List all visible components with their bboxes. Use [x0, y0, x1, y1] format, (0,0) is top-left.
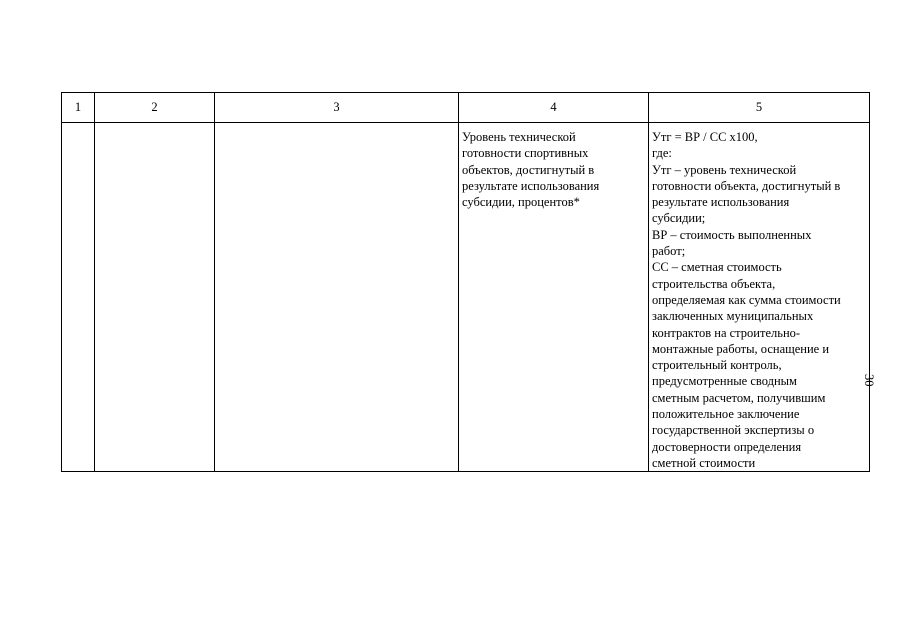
indicator-formula-line: результате использования [652, 195, 790, 210]
indicator-formula-line: Утг = ВР / СС х100, [652, 130, 758, 144]
indicator-name-text [459, 123, 648, 210]
indicator-formula-line: субсидии; [652, 211, 706, 226]
indicator-formula-line: достоверности определения [652, 439, 802, 454]
indicator-name-line: результате использования [462, 178, 600, 193]
indicator-formula-line: строительный контроль, [652, 358, 782, 373]
indicator-name-line: готовности спортивных [462, 146, 589, 161]
header-col-2: 2 [95, 93, 215, 123]
indicator-formula-line: работ; [652, 244, 686, 259]
cell-col-3 [215, 123, 459, 472]
table-header [62, 93, 870, 123]
indicator-formula-line: сметным расчетом, получившим [652, 390, 826, 405]
indicator-formula-line: готовности объекта, достигнутый в [652, 178, 841, 193]
indicator-name-line: Уровень технической [462, 130, 576, 144]
cell-indicator-formula [649, 123, 870, 472]
indicator-formula-line: строительства объекта, [652, 276, 776, 291]
indicator-formula-line: государственной экспертизы о [652, 423, 815, 438]
indicator-formula-line: монтажные работы, оснащение и [652, 341, 830, 356]
indicator-formula-text [649, 123, 869, 471]
table-body [62, 123, 870, 472]
header-col-5: 5 [649, 93, 870, 123]
indicator-formula-line: где: [652, 146, 672, 161]
indicator-formula-line: СС – сметная стоимость [652, 260, 782, 275]
indicator-formula-line: предусмотренные сводным [652, 374, 797, 389]
cell-col-1 [62, 123, 95, 472]
header-col-3: 3 [215, 93, 459, 123]
indicator-formula-line: сметной стоимости [652, 455, 756, 470]
cell-col-2 [95, 123, 215, 472]
indicator-name-line: субсидии, процентов* [462, 195, 580, 210]
table-row [62, 123, 870, 472]
cell-indicator-name [459, 123, 649, 472]
indicator-formula-line: положительное заключение [652, 407, 800, 422]
indicator-table [61, 92, 870, 472]
header-row [62, 93, 870, 123]
indicator-formula-line: Утг – уровень технической [652, 162, 797, 177]
header-col-4: 4 [459, 93, 649, 123]
page-number: 30 [862, 374, 876, 387]
indicator-formula-line: определяемая как сумма стоимости [652, 292, 841, 307]
indicator-name-line: объектов, достигнутый в [462, 162, 595, 177]
indicator-formula-line: ВР – стоимость выполненных [652, 227, 812, 242]
indicator-formula-line: контрактов на строительно- [652, 325, 801, 340]
indicator-formula-line: заключенных муниципальных [652, 309, 814, 324]
header-col-1: 1 [62, 93, 95, 123]
